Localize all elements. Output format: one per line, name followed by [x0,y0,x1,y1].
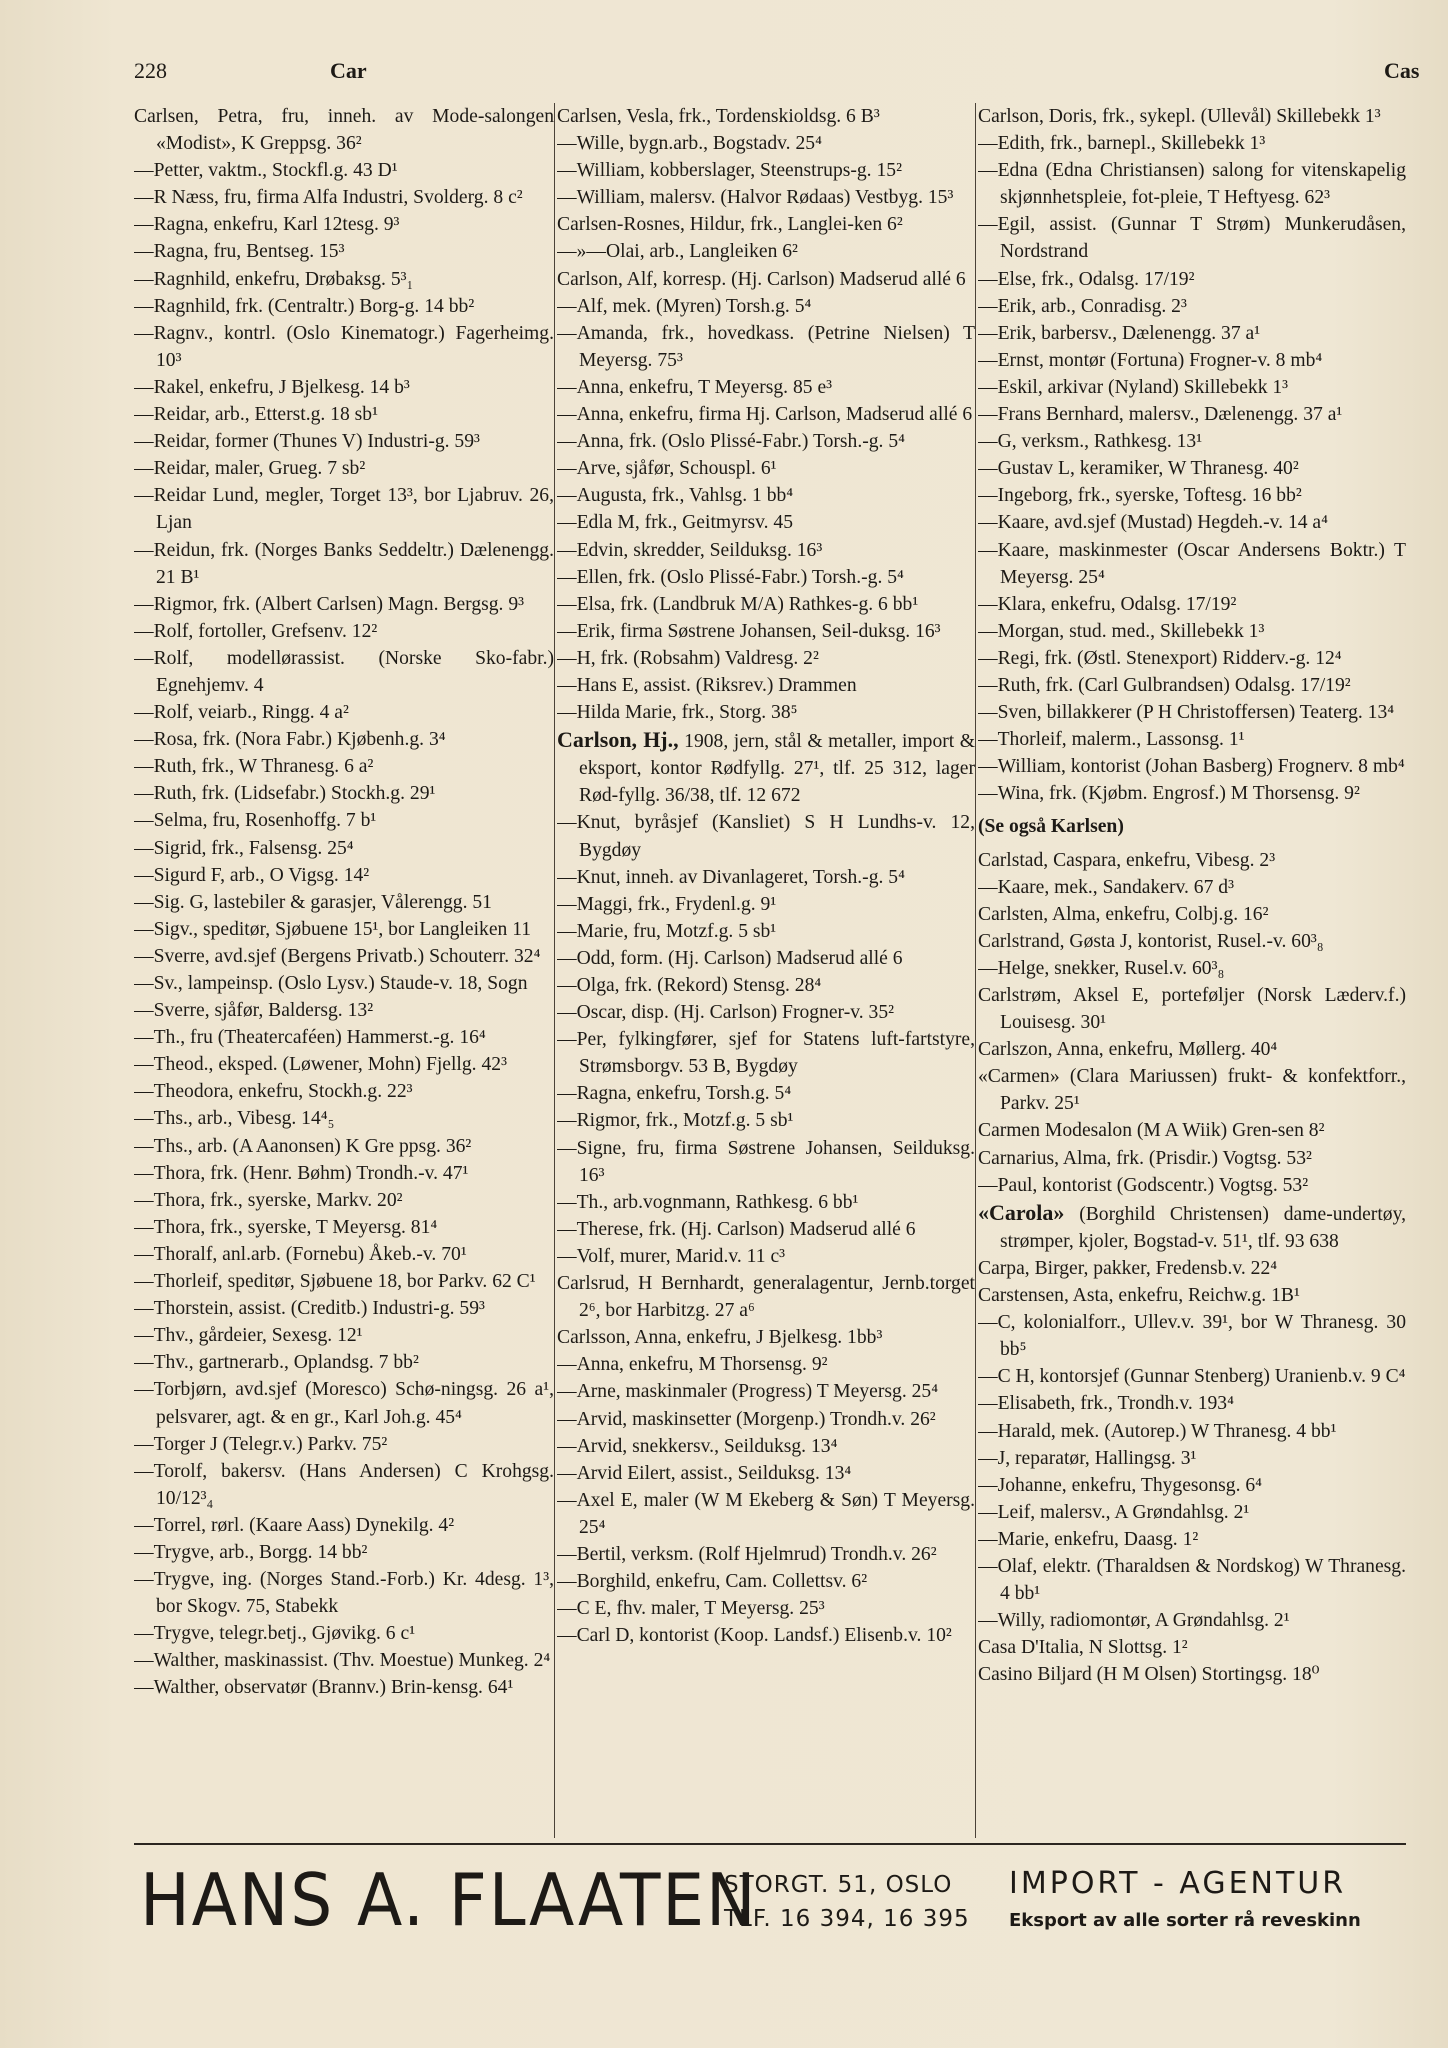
directory-entry: —Olaf, elektr. (Tharaldsen & Nordskog) W Thranesg. 4 bb¹ [978,1555,1406,1605]
directory-entry: —Wille, bygn.arb., Bogstadv. 25⁴ [557,133,822,155]
directory-entry: —Anna, enkefru, T Meyersg. 85 e³ [557,376,833,398]
directory-entry: —Reidar, former (Thunes V) Industri-g. 59³ [134,431,480,453]
directory-entry: —Ragnv., kontrl. (Oslo Kinematogr.) Fagerheimg. 10³ [134,322,554,371]
directory-entry: Carlstrand, Gøsta J, kontorist, Rusel.-v. 60³₈ [978,930,1324,952]
directory-entry: —Borghild, enkefru, Cam. Collettsv. 6² [557,1571,868,1593]
directory-entry: —Thv., gartnerarb., Oplandsg. 7 bb² [134,1352,419,1374]
directory-entry: —»—Olai, arb., Langleiken 6² [557,241,798,263]
directory-entry: —Theodora, enkefru, Stockh.g. 22³ [134,1081,413,1103]
directory-entry: Carlsen-Rosnes, Hildur, frk., Langlei-ken 6² [557,214,903,236]
directory-entry: —Reidar, maler, Grueg. 7 sb² [134,458,366,480]
directory-entry: —Ragna, fru, Bentseg. 15³ [134,241,345,263]
see-also-note: (Se også Karlsen) [978,816,1124,838]
directory-entry: —Marie, fru, Motzf.g. 5 sb¹ [557,920,777,942]
directory-entry: —Arvid, maskinsetter (Morgenp.) Trondh.v. 26² [557,1408,936,1430]
directory-entry: —Sigrid, frk., Falsensg. 25⁴ [134,837,354,859]
directory-entry: —Gustav L, keramiker, W Thranesg. 40² [978,458,1299,480]
directory-entry: —C, kolonialforr., Ullev.v. 39¹, bor W Thranesg. 30 bb⁵ [978,1312,1406,1361]
right-guide-word: Cas [1384,58,1420,83]
directory-entry: —Edith, frk., barnepl., Skillebekk 1³ [978,133,1266,155]
directory-entry: —Thorleif, speditør, Sjøbuene 18, bor Parkv. 62 C¹ [134,1271,536,1293]
directory-entry: Carlstad, Caspara, enkefru, Vibesg. 2³ [978,849,1276,871]
directory-entry: —Thora, frk., syerske, Markv. 20² [134,1189,403,1211]
directory-entry: —Anna, frk. (Oslo Plissé-Fabr.) Torsh.-g. 5⁴ [557,431,905,453]
directory-entry: —Arvid, snekkersv., Seilduksg. 13⁴ [557,1435,838,1457]
directory-entry: —Morgan, stud. med., Skillebekk 1³ [978,620,1265,642]
directory-entry: —Rolf, modellørassist. (Norske Sko-fabr.) Egnehjemv. 4 [134,647,554,696]
directory-entry: Carmen Modesalon (M A Wiik) Gren-sen 8² [978,1120,1325,1142]
advert-phone-line: TLF. 16 394, 16 395 [724,1906,970,1932]
directory-entry: —G, verksm., Rathkesg. 13¹ [978,431,1203,453]
directory-entry: —Harald, mek. (Autorep.) W Thranesg. 4 bb¹ [978,1420,1337,1442]
directory-entry: Casino Biljard (H M Olsen) Stortingsg. 18⁰ [978,1664,1320,1686]
column-divider [975,103,976,1838]
directory-entry: —Knut, byråsjef (Kansliet) S H Lundhs-v. 12, Bygdøy [557,812,975,861]
directory-entry: —Signe, fru, firma Søstrene Johansen, Seilduksg. 16³ [557,1137,975,1186]
directory-entry: —Paul, kontorist (Godscentr.) Vogtsg. 53² [978,1174,1309,1196]
directory-entry: —Edna (Edna Christiansen) salong for vitenskapelig skjønnhetspleie, fot-pleie, T Heftyesg. 62³ [978,160,1406,209]
directory-entry: —Regi, frk. (Østl. Stenexport) Ridderv.-g. 12⁴ [978,647,1342,669]
advert-import-agency: IMPORT - AGENTUR [1009,1866,1347,1901]
directory-entry: Carlsson, Anna, enkefru, J Bjelkesg. 1bb³ [557,1327,883,1349]
directory-entry: —Bertil, verksm. (Rolf Hjelmrud) Trondh.v. 26² [557,1543,937,1565]
directory-entry: —Torger J (Telegr.v.) Parkv. 75² [134,1433,388,1455]
directory-entry: —Sigurd F, arb., O Vigsg. 14² [134,864,370,886]
directory-entry: —Kaare, mek., Sandakerv. 67 d³ [978,876,1234,898]
advert-export-note: Eksport av alle sorter rå reveskinn [1009,1910,1361,1931]
directory-entry: Carlstrøm, Aksel E, porteføljer (Norsk Læderv.f.) Louisesg. 30¹ [978,985,1406,1034]
directory-entry: Carlson, Alf, korresp. (Hj. Carlson) Madserud allé 6 [557,268,966,290]
directory-entry: —Axel E, maler (W M Ekeberg & Søn) T Meyersg. 25⁴ [557,1489,975,1538]
directory-entry: —Arvid Eilert, assist., Seilduksg. 13⁴ [557,1462,852,1484]
directory-entry: —R Næss, fru, firma Alfa Industri, Svolderg. 8 c² [134,187,523,209]
directory-entry: —Rolf, fortoller, Grefsenv. 12² [134,620,378,642]
directory-entry: —H, frk. (Robsahm) Valdresg. 2² [557,647,819,669]
directory-entry: —Ragna, enkefru, Torsh.g. 5⁴ [557,1083,792,1105]
directory-entry: —Helge, snekker, Rusel.v. 60³₈ [978,957,1225,979]
directory-entry: —Walther, observatør (Brannv.) Brin-kensg. 64¹ [134,1677,514,1699]
directory-entry: —William, kobberslager, Steenstrups-g. 15² [557,160,902,182]
directory-entry: —Amanda, frk., hovedkass. (Petrine Nielsen) T Meyersg. 75³ [557,322,975,371]
directory-entry: —Leif, malersv., A Grøndahlsg. 2¹ [978,1501,1250,1523]
advert-address [724,1868,970,1936]
directory-entry: —Volf, murer, Marid.v. 11 c³ [557,1245,786,1267]
directory-entry: —Edla M, frk., Geitmyrsv. 45 [557,512,793,534]
directory-entry: —Trygve, arb., Borgg. 14 bb² [134,1541,368,1563]
directory-entry: —C H, kontorsjef (Gunnar Stenberg) Uranienb.v. 9 C⁴ [978,1366,1406,1388]
column-2 [557,103,975,1843]
directory-entry: —William, kontorist (Johan Basberg) Frognerv. 8 mb⁴ [978,756,1405,778]
directory-entry: —Sigv., speditør, Sjøbuene 15¹, bor Langleiken 11 [134,918,532,940]
directory-entry: —Augusta, frk., Vahlsg. 1 bb⁴ [557,485,794,507]
directory-entry: Carstensen, Asta, enkefru, Reichw.g. 1B¹ [978,1285,1300,1307]
directory-entry: —Thora, frk., syerske, T Meyersg. 81⁴ [134,1216,438,1238]
column-3 [978,103,1406,1843]
directory-entry: —Alf, mek. (Myren) Torsh.g. 5⁴ [557,295,812,317]
directory-entry: —Egil, assist. (Gunnar T Strøm) Munkerudåsen, Nordstrand [978,214,1406,263]
directory-entry: —Ruth, frk. (Carl Gulbrandsen) Odalsg. 17/19² [978,674,1351,696]
directory-entry: —Rigmor, frk. (Albert Carlsen) Magn. Bergsg. 9³ [134,593,525,615]
directory-entry: —Thorstein, assist. (Creditb.) Industri-g. 59³ [134,1298,485,1320]
advertisement [134,1852,1406,1962]
directory-entry: —Walther, maskinassist. (Thv. Moestue) Munkeg. 2⁴ [134,1650,551,1672]
directory-entry: —Ingeborg, frk., syerske, Toftesg. 16 bb² [978,485,1302,507]
directory-entry: —Olga, frk. (Rekord) Stensg. 28⁴ [557,975,822,996]
directory-entry: —Reidar Lund, megler, Torget 13³, bor Ljabruv. 26, Ljan [134,485,554,534]
directory-entry: —Thv., gårdeier, Sexesg. 12¹ [134,1325,363,1347]
directory-entry: Carlsten, Alma, enkefru, Colbj.g. 16² [978,903,1269,925]
directory-entry: —Elsa, frk. (Landbruk M/A) Rathkes-g. 6 bb¹ [557,593,919,615]
directory-entry: —Wina, frk. (Kjøbm. Engrosf.) M Thorsensg. 9² [978,783,1360,805]
directory-entry: —Ernst, montør (Fortuna) Frogner-v. 8 mb⁴ [978,349,1323,371]
directory-entry: —Thoralf, anl.arb. (Fornebu) Åkeb.-v. 70¹ [134,1243,467,1265]
directory-entry: —Ragna, enkefru, Karl 12tesg. 9³ [134,214,400,236]
page-number: 228 [134,58,167,83]
directory-entry: —Ellen, frk. (Oslo Plissé-Fabr.) Torsh.-g. 5⁴ [557,566,904,588]
directory-entry: —C E, fhv. maler, T Meyersg. 25³ [557,1598,825,1620]
directory-entry: —Klara, enkefru, Odalsg. 17/19² [978,593,1237,615]
directory-entry: —Johanne, enkefru, Thygesonsg. 6⁴ [978,1474,1262,1496]
directory-entry: —Edvin, skredder, Seilduksg. 16³ [557,539,823,561]
directory-entry: —Trygve, ing. (Norges Stand.-Forb.) Kr. 4desg. 1³, bor Skogv. 75, Stabekk [134,1569,554,1618]
directory-entry: —Reidar, arb., Etterst.g. 18 sb¹ [134,404,378,426]
directory-entry: —Else, frk., Odalsg. 17/19² [978,268,1195,290]
left-guide-word: Car [330,58,367,83]
directory-entry: —Thorleif, malerm., Lassonsg. 1¹ [978,729,1245,751]
directory-entry: Carlson, Hj., 1908, jern, stål & metaller, import & eksport, kontor Rødfyllg. 27¹, tlf. 25 312, lager Rød-fyllg. 36/38, tlf. 12 672 [557,727,975,807]
directory-entry: —Frans Bernhard, malersv., Dælenengg. 37 a¹ [978,404,1343,426]
directory-entry: —Rakel, enkefru, J Bjelkesg. 14 b³ [134,376,410,398]
directory-entry: —Selma, fru, Rosenhoffg. 7 b¹ [134,810,377,832]
directory-entry: —Petter, vaktm., Stockfl.g. 43 D¹ [134,160,398,182]
directory-entry: —J, reparatør, Hallingsg. 3¹ [978,1447,1197,1469]
directory-entry: —Ths., arb., Vibesg. 14⁴₅ [134,1108,335,1130]
directory-entry: «Carola» (Borghild Christensen) dame-undertøy, strømper, kjoler, Bogstad-v. 51¹, tlf. 93 638 [978,1199,1406,1252]
directory-entry: —Odd, form. (Hj. Carlson) Madserud allé 6 [557,947,903,969]
directory-entry: —Ths., arb. (A Aanonsen) K Gre ppsg. 36² [134,1135,472,1157]
directory-entry: —Sven, billakkerer (P H Christoffersen) Teaterg. 13⁴ [978,702,1395,724]
directory-entry: Carlsen, Vesla, frk., Tordenskioldsg. 6 B³ [557,106,880,127]
directory-entry: —Sverre, avd.sjef (Bergens Privatb.) Schouterr. 32⁴ [134,945,541,967]
directory-entry: —Rolf, veiarb., Ringg. 4 a² [134,702,349,724]
directory-entry: Carlsrud, H Bernhardt, generalagentur, Jernb.torget 2⁶, bor Harbitzg. 27 a⁶ [557,1273,975,1322]
advert-divider [134,1843,1406,1845]
directory-entry: —Oscar, disp. (Hj. Carlson) Frogner-v. 35² [557,1002,895,1024]
directory-entry: —Ruth, frk., W Thranesg. 6 a² [134,756,374,778]
directory-entry: Carlsen, Petra, fru, inneh. av Mode-salongen «Modist», K Greppsg. 36² [134,106,554,155]
directory-entry: —Trygve, telegr.betj., Gjøvikg. 6 c¹ [134,1623,416,1645]
directory-entry: —Torolf, bakersv. (Hans Andersen) C Krohgsg. 10/12³₄ [134,1460,554,1509]
directory-entry: —Theod., eksped. (Løwener, Mohn) Fjellg. 42³ [134,1054,507,1076]
directory-entry: —Elisabeth, frk., Trondh.v. 193⁴ [978,1393,1234,1415]
directory-entry: —Anna, enkefru, firma Hj. Carlson, Madserud allé 6 [557,404,973,426]
directory-entry: Carnarius, Alma, frk. (Prisdir.) Vogtsg. 53² [978,1147,1312,1169]
directory-entry: —Ruth, frk. (Lidsefabr.) Stockh.g. 29¹ [134,783,436,805]
directory-entry: —Torrel, rørl. (Kaare Aass) Dynekilg. 4² [134,1514,455,1536]
directory-entry: —Rigmor, frk., Motzf.g. 5 sb¹ [557,1110,794,1132]
directory-entry: —Hans E, assist. (Riksrev.) Drammen [557,674,857,696]
directory-entry: —Knut, inneh. av Divanlageret, Torsh.-g. 5⁴ [557,866,905,888]
directory-entry: —Torbjørn, avd.sjef (Moresco) Schø-ningsg. 26 a¹, pelsvarer, agt. & en gr., Karl Joh.g. 45⁴ [134,1379,554,1428]
directory-entry: —Sverre, sjåfør, Baldersg. 13² [134,1000,374,1022]
directory-entry: —Arve, sjåfør, Schouspl. 6¹ [557,458,777,480]
directory-entry: —Th., fru (Theatercaféen) Hammerst.-g. 16⁴ [134,1027,486,1049]
directory-entry: —Kaare, avd.sjef (Mustad) Hegdeh.-v. 14 a⁴ [978,512,1328,534]
directory-entry: —Erik, arb., Conradisg. 2³ [978,295,1187,317]
directory-entry: —Therese, frk. (Hj. Carlson) Madserud allé 6 [557,1218,916,1240]
directory-entry: —Willy, radiomontør, A Grøndahlsg. 2¹ [978,1610,1290,1632]
page-header [134,58,1420,98]
directory-entry: —Erik, barbersv., Dælenengg. 37 a¹ [978,322,1261,344]
directory-entry: —Sig. G, lastebiler & garasjer, Vålerengg. 51 [134,891,492,913]
column-divider [554,103,555,1838]
directory-entry: —Anna, enkefru, M Thorsensg. 9² [557,1354,828,1376]
directory-entry: Carpa, Birger, pakker, Fredensb.v. 22⁴ [978,1257,1278,1279]
directory-entry: —Per, fylkingfører, sjef for Statens luft-fartstyre, Strømsborgv. 53 B, Bygdøy [557,1029,975,1078]
directory-entry: —Eskil, arkivar (Nyland) Skillebekk 1³ [978,376,1289,398]
advert-address-line: STORGT. 51, OSLO [724,1872,953,1898]
directory-entry: Carlson, Doris, frk., sykepl. (Ullevål) Skillebekk 1³ [978,106,1381,127]
directory-entry: —Maggi, frk., Frydenl.g. 9¹ [557,893,777,915]
directory-entry: —Rosa, frk. (Nora Fabr.) Kjøbenh.g. 3⁴ [134,729,446,751]
directory-entry: Carlszon, Anna, enkefru, Møllerg. 40⁴ [978,1039,1278,1061]
directory-entry: «Carmen» (Clara Mariussen) frukt- & konfektforr., Parkv. 25¹ [978,1066,1406,1115]
directory-entry: —Th., arb.vognmann, Rathkesg. 6 bb¹ [557,1191,859,1213]
directory-entry: —Hilda Marie, frk., Storg. 38⁵ [557,702,798,724]
column-1 [134,103,554,1843]
directory-entry: —Sv., lampeinsp. (Oslo Lysv.) Staude-v. 18, Sogn [134,973,528,994]
directory-entry: —Erik, firma Søstrene Johansen, Seil-duksg. 16³ [557,620,941,642]
directory-entry: —Marie, enkefru, Daasg. 1² [978,1528,1199,1550]
directory-entry: —Carl D, kontorist (Koop. Landsf.) Elisenb.v. 10² [557,1625,952,1647]
advert-company-name: HANS A. FLAATEN [140,1858,758,1942]
directory-entry: —Thora, frk. (Henr. Bøhm) Trondh.-v. 47¹ [134,1162,469,1184]
directory-entry: —Ragnhild, enkefru, Drøbaksg. 5³₁ [134,268,414,290]
directory-entry: —William, malersv. (Halvor Rødaas) Vestbyg. 15³ [557,187,954,209]
directory-entry: —Kaare, maskinmester (Oscar Andersens Boktr.) T Meyersg. 25⁴ [978,539,1406,588]
directory-entry: Casa D'Italia, N Slottsg. 1² [978,1637,1188,1659]
directory-entry: —Ragnhild, frk. (Centraltr.) Borg-g. 14 bb² [134,295,475,317]
directory-entry: —Arne, maskinmaler (Progress) T Meyersg. 25⁴ [557,1381,939,1403]
directory-entry: —Reidun, frk. (Norges Banks Seddeltr.) Dælenengg. 21 B¹ [134,539,554,588]
